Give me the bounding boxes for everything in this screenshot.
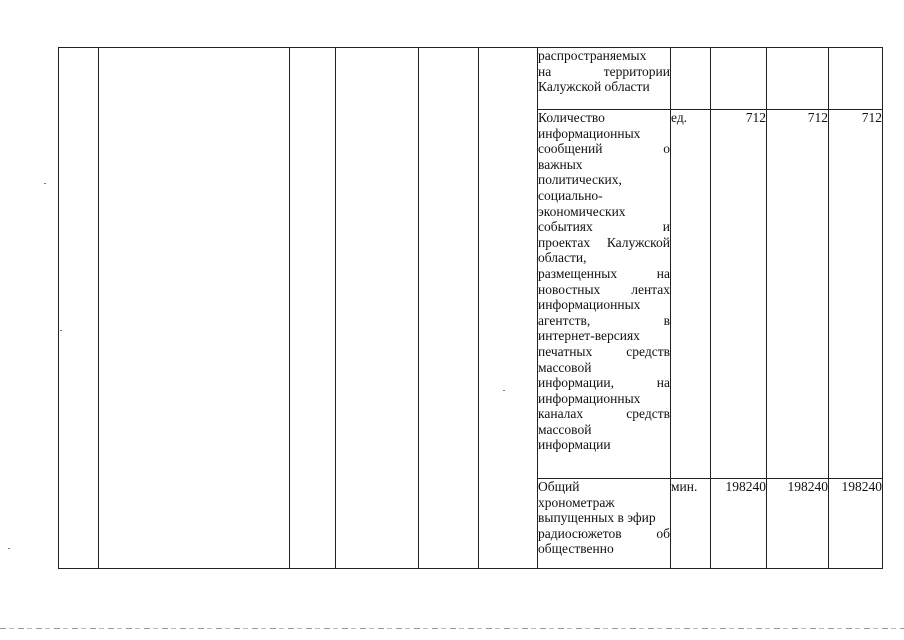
description-line: экономических <box>538 203 626 219</box>
description-line: информации, на <box>538 375 670 391</box>
description-line: сообщений о <box>538 141 670 157</box>
scan-speck <box>44 183 46 184</box>
value-cell: 712 <box>829 110 883 479</box>
scan-speck <box>503 390 505 391</box>
value-cell <box>767 48 829 110</box>
description-line: новостных лентах <box>538 281 670 297</box>
unit-cell: мин. <box>671 479 711 569</box>
indicator-description <box>538 479 671 569</box>
description-line: интернет-версиях <box>538 328 640 344</box>
scan-speck <box>60 330 62 331</box>
indicators-table <box>58 47 883 569</box>
value-cell <box>829 48 883 110</box>
empty-cell <box>336 48 419 569</box>
indicator-description <box>538 110 671 479</box>
empty-cell <box>99 48 290 569</box>
value-cell: 712 <box>711 110 767 479</box>
description-line: общественно <box>538 541 614 557</box>
empty-cell <box>479 48 538 569</box>
scan-edge-line <box>0 628 904 629</box>
value-cell: 198240 <box>711 479 767 569</box>
description-line: радиосюжетов об <box>538 525 670 541</box>
description-line: массовой <box>538 359 592 375</box>
description-line: Общий <box>538 479 580 494</box>
description-line: выпущенных в эфир <box>538 510 656 526</box>
description-line: размещенных на <box>538 265 670 281</box>
value-cell: 712 <box>767 110 829 479</box>
description-line: каналах средств <box>538 406 670 422</box>
description-line: проектах Калужской <box>538 234 670 250</box>
unit-cell: ед. <box>671 110 711 479</box>
table-row <box>59 48 883 110</box>
description-line: социально- <box>538 187 603 203</box>
description-line: распространяемых <box>538 48 647 63</box>
description-line: событиях и <box>538 219 670 235</box>
description-line: важных <box>538 156 583 172</box>
value-cell: 198240 <box>829 479 883 569</box>
description-line: информации <box>538 437 611 453</box>
description-line: Калужской области <box>538 79 650 95</box>
description-line: на территории <box>538 63 670 79</box>
description-line: информационных <box>538 297 641 313</box>
description-line: информационных <box>538 125 641 141</box>
description-line: массовой <box>538 421 592 437</box>
value-cell <box>711 48 767 110</box>
empty-cell <box>419 48 479 569</box>
description-line: хронометраж <box>538 494 615 510</box>
indicator-description <box>538 48 671 110</box>
empty-cell <box>59 48 99 569</box>
description-line: агентств, в <box>538 312 670 328</box>
value-cell: 198240 <box>767 479 829 569</box>
description-line: печатных средств <box>538 343 670 359</box>
scan-speck <box>8 548 10 549</box>
empty-cell <box>290 48 336 569</box>
description-line: политических, <box>538 172 622 188</box>
description-line: области, <box>538 250 587 266</box>
unit-cell <box>671 48 711 110</box>
description-line: Количество <box>538 110 605 125</box>
description-line: информационных <box>538 390 641 406</box>
